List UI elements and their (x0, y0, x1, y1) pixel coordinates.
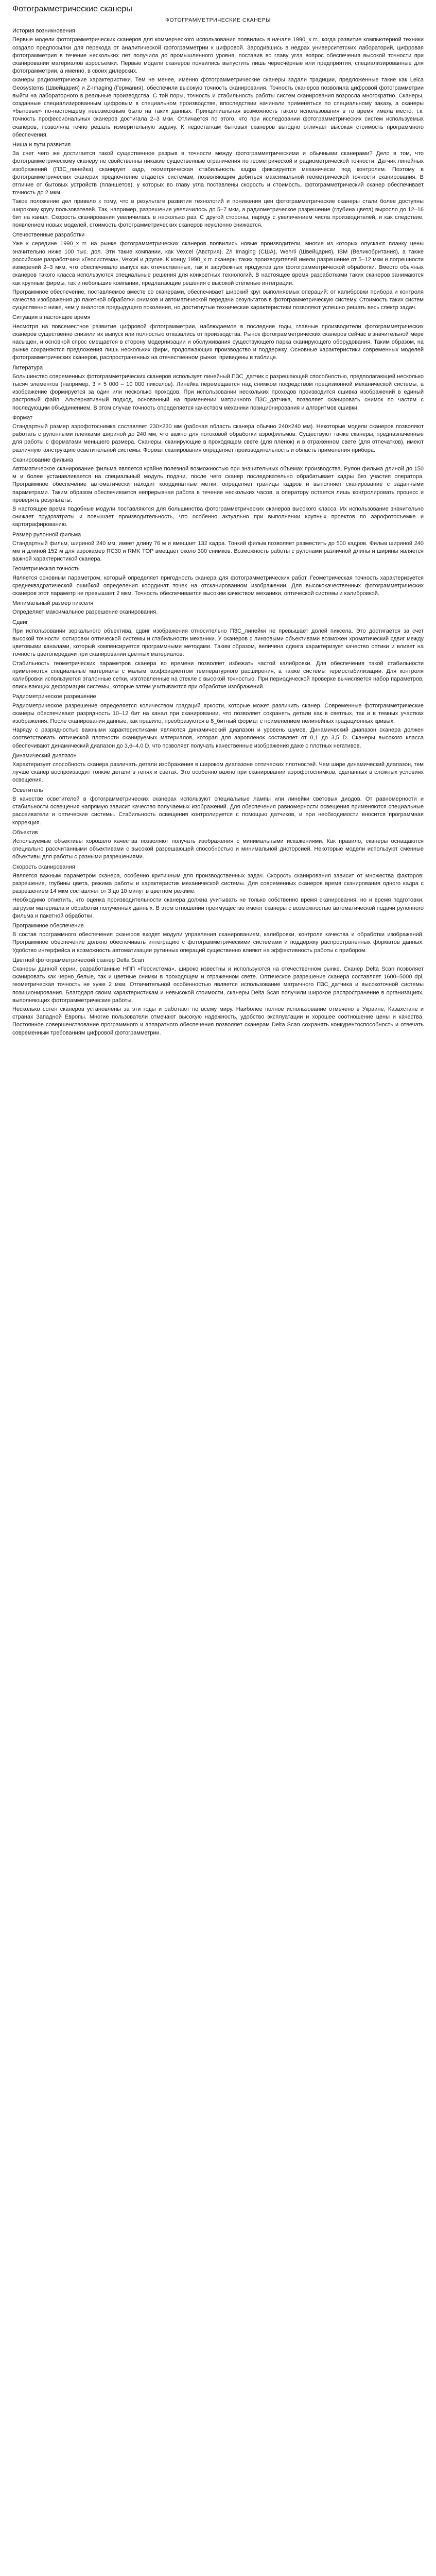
paragraph: Наряду с разрядностью важными характеристиками являются динамический диапазон и уровень шумов. Динамический диапазон сканера должен соответствовать оптической плотности сканируемых материалов, которая для аэропленок составляет от 0,1 до 3,5 D. Сканеры высокого класса обеспечивают динамический диапазон до 3,6–4,0 D, что позволяет получать качественные изображения даже с плотных негативов. (12, 727, 424, 749)
paragraph: Несмотря на повсеместное развитие цифровой фотограмметрии, наблюдаемое в последние годы, главные производители фотограмметрических сканеров существенно снизили их выпуск или полностью отказались от производства. Рынок фотограмметрических сканеров сейчас в значительной мере насыщен, и основной спрос смещается в сторону модернизации и обслуживания существующего парка сканирующего оборудования. Таким образом, на рынке сохраняются предложения лишь нескольких фирм, продолжающих производство и поддержку. Основные характеристики современных моделей фотограмметрических сканеров, распространенных на отечественном рынке, приведены в таблице. (12, 323, 424, 361)
paragraph: Первые модели фотограмметрических сканеров для коммерческого использования появились в начале 1990_х гг., когда развитие компьютерной техники создало предпосылки для перехода от аналитической фотограмметрии к цифровой. Зародившись в недрах университетских лабораторий, цифровая фотограмметрия в течение нескольких лет получила до промышленного уровня, поставив во главу угла вопрос обеспечения высокой точности при сканировании материалов аэросъемки. Первые модели сканеров появились выпустить лишь чересчёрные или предприятия, специализированные для фотограмметрии, а именно, в своих дилерских. (12, 37, 424, 75)
section-heading: Размер рулонной фильма (12, 531, 81, 538)
page-subtitle: ФОТОГРАММЕТРИЧЕСКИЕ СКАНЕРЫ (165, 17, 271, 23)
section-heading: Динамический диапазон (12, 752, 77, 759)
section-heading: Геометрическая точность (12, 566, 80, 572)
section-heading: Радиометрическое разрешение (12, 693, 96, 700)
paragraph: Является основным параметром, который определяет пригодность сканера для фотограмметрических работ. Геометрическая точность характеризуется среднеквадратической ошибкой определения координат точек на отсканированном изображении. Для высококачественных фотограмметрических сканеров этот параметр не превышает 2 мкм. Точность обеспечивается высоким качеством механики, оптической системы и калибровкой. (12, 574, 424, 597)
paragraph: Сканеры данной серии, разработанные НПП «Геосистема», широко известны и используются на отечественном рынке. Сканер Delta Scan позволяет сканировать как черно_белые, так и цветные снимки в проходящем и отраженном свете. Оптическое разрешение сканера составляет 1600–5000 dpi, геометрическая точность не хуже 2 мкм. Отличительной особенностью является использование матричного ПЗС_датчика и высокоточной системы позиционирования. Благодаря своим характеристикам и невысокой стоимости, сканеры Delta Scan получили широкое распространение в организациях, выполняющих фотограмметрические работы. (12, 965, 424, 1004)
paragraph: сканеры радиометрические характеристики. Тем не менее, именно фотограмметрические сканеры задали традиции, предложенные такие как Leica Geosystems (Швейцария) и Z-Imaging (Германия), обеспечили высокую точность сканирования. Точность сканеров позволила цифровой фотограмметрии выйти на лабораторного в реальные производства. С той поры, точность и стабильность работы систем сканирования возросла многократно. Сканеры, созданные специализированным цифровым в специальном производстве, впоследствии начинали применяться по специальному заказу, а сканеры «бытовые» по-настоящему невозможным было на таких данных. Принципиальная возможность такого использования в то время имела место, т.к. точность профессиональных сканеров достигала 2–3 мкм. Отличается по этого, что при исследовании фотограмметрических систем используемых сканеров, позволяла точно решать измерительную задачу. К недостаткам бытовых сканеров выгодно отличает высокая стоимость программного обеспечения. (12, 77, 424, 138)
section-heading: Осветитель (12, 787, 43, 793)
paragraph: Автоматическое сканирование фильма является крайне полезной возможностью при значительных объемах производства. Рулон фильма длиной до 150 м и более устанавливается на специальный модуль подачи, после чего сканер последовательно обрабатывает кадры без участия оператора. Программное обеспечение автоматически находит координатные метки, определяет границы кадров и выполняет сканирование с заданными параметрами. Таким образом обеспечивается непрерывная работа в течение нескольких часов, а оператору остается лишь контролировать процесс и проверять результаты. (12, 465, 424, 503)
paragraph: Уже к середине 1990_х гг. на рынке фотограмметрических сканеров появились новые производители, многие из которых опускают планку цены значительно ниже 100 тыс. дол. Эти такие компании, как Vexcel (Австрия), Z/I Imaging (США), Wehrli (Швейцария), ISM (Великобритания), а также российские разработчики «Геосистема», Vexcel и другие. К концу 1990_х гг. сканеры таких производителей имели разрешение от 5–12 мкм и погрешности измерений 2–3 мкм, что обеспечивало выпуск как отечественных, так и зарубежных продуктов для фотограмметрической обработки. Вместо обычных сканеров такого класса используются специальные решения для конкретных технологий. В настоящее время разработками таких сканеров занимаются как крупные фирмы, так и небольшие компании, предлагающие решения с высокой степенью интеграции. (12, 241, 424, 286)
paragraph: Определяет максимальное разрешение сканирования. (12, 609, 158, 616)
paragraph: Необходимо отметить, что оценка производительности сканера должна учитывать не только собственно время сканирования, но и время подготовки, загрузки материала и обработки полученных данных. В этом отношении преимущество имеют сканеры с возможностью автоматической подачи рулонного фильма и пакетной обработки. (12, 897, 424, 919)
paragraph: Стабильность геометрических параметров сканера во времени позволяет избежать частой калибровки. Для обеспечения такой стабильности применяются специальные материалы с малым коэффициентом температурного расширения, а также системы термостабилизации. Для контроля калибровки используются эталонные сетки, изготовленные на стекле с высокой точностью. При периодической проверке вычисляется набор параметров, описывающих деформации системы, которые затем учитываются при обработке изображений. (12, 660, 424, 690)
paragraph: Несколько сотен сканеров установлены за эти годы и работают по всему миру. Наиболее полное использование отмечено в Украине, Казахстане и странах Западной Европы. Многие пользователи отмечают высокую надежность, удобство эксплуатации и хорошее соотношение цены и качества. Постоянное совершенствование программного и аппаратного обеспечения позволяет сканерам Delta Scan сохранять конкурентоспособность и отвечать современным требованиям цифровой фотограмметрии. (12, 1006, 424, 1036)
paragraph: При использовании зеркального объектива, сдвиг изображения относительно ПЗС_линейки не превышает долей пиксела. Это достигается за счет высокой точности юстировки оптической системы и стабильности механики. У сканеров с линзовыми объективами возможен хроматический сдвиг между цветовыми каналами, который компенсируется программными методами. Таким образом, величина сдвига характеризует качество оптики и влияет на точность цветопередачи при сканировании цветных материалов. (12, 628, 424, 658)
paragraph: В качестве осветителей в фотограмметрических сканерах используют специальные лампы или линейки световых диодов. От равномерности и стабильности освещения напрямую зависит качество получаемых изображений. Для обеспечения равномерности освещения применяются специальные рассеиватели и оптические системы. Стабильность освещения контролируется с помощью датчиков, и при необходимости вносится программная коррекция. (12, 795, 424, 826)
page-title: Фотограмметрические сканеры (12, 5, 132, 13)
paragraph: Характеризует способность сканера различать детали изображения в широком диапазоне оптических плотностей. Чем шире динамический диапазон, тем лучше сканер воспроизводит тонкие детали в тенях и светах. Это особенно важно при сканировании аэрофотоснимков, сделанных в сложных условиях освещения. (12, 761, 424, 784)
paragraph: Такое положение дел привело к тому, что в результате развития технологий и понижения цен фотограмметрические сканеры стали более доступны широкому кругу пользователей. Так, например, разрешение увеличилось до 5–7 мкм, а радиометрическое разрешение (глубина цвета) выросло до 12–16 бит на канал. Скорость сканирования увеличилась в несколько раз. С другой стороны, наряду с увеличением числа производителей, и как следствие, появлением новых моделей, стоимость фотограмметрических сканеров неуклонно снижается. (12, 198, 424, 229)
section-heading: Минимальный размер пикселя (12, 600, 94, 607)
section-heading: История возникновения (12, 28, 75, 35)
document (6, 0, 430, 1037)
section-heading: Ниша и пути развития (12, 142, 71, 148)
section-heading: Скорость сканирования (12, 863, 75, 870)
paragraph: В состав программного обеспечения сканеров входят модули управления сканированием, калибровки, контроля качества и обработки изображений. Программное обеспечение должно обеспечивать интеграцию с фотограмметрическими системами и поддержку распространенных форматов данных. Удобство интерфейса и возможность автоматизации рутинных операций существенно влияют на эффективность работы с прибором. (12, 931, 424, 954)
paragraph: Используемые объективы хорошего качества позволяют получать изображения с минимальными искажениями. Как правило, сканеры оснащаются специально рассчитанными объективами с высокой разрешающей способностью и минимальной дисторсией. Некоторые модели используют сменные объективы для работы с разными разрешениями. (12, 838, 424, 860)
section-heading: Объектив (12, 829, 38, 836)
paragraph: Радиометрическое разрешение определяется количеством градаций яркости, которые может различить сканер. Современные фотограмметрические сканеры обеспечивают разрядность 10–12 бит на канал при сканировании, что позволяет сохранять детали как в светлых, так и в темных участках изображения. После сканирования данные, как правило, преобразуются в 8_битный формат с применением нелинейных градационных кривых. (12, 702, 424, 725)
section-heading: Формат (12, 414, 33, 421)
paragraph: Стандартный фильм, шириной 240 мм, имеет длину 76 м и вмещает 132 кадра. Тонкий фильм позволяет разместить до 500 кадров. Фильм шириной 240 мм и длиной 152 м для аэрокамер RC30 и RMK TOP вмещает около 300 снимков. Возможность работы с рулонами различной длины и ширины является важной характеристикой сканера. (12, 540, 424, 563)
paragraph: Программное обеспечение, поставляемое вместе со сканерами, обеспечивает широкий круг выполняемых операций: от калибровки прибора и контроля качества изображения до пакетной обработки снимков и автоматической передачи результатов в фотограмметрическую систему. Стоимость таких систем существенно ниже, чем у аналогов предыдущего поколения, но достигнутые технические характеристики позволяют успешно решать весь спектр задач. (12, 289, 424, 311)
paragraph: В настоящее время подобные модули поставляются для большинства фотограмметрических сканеров высокого класса. Их использование значительно снижает трудозатраты и повышает производительность, что особенно актуально при выполнении крупных проектов по аэрофотосъемке и картографированию. (12, 505, 424, 528)
paragraph: Является важным параметром сканера, особенно критичным для производственных задач. Скорость сканирования зависит от множества факторов: разрешения, глубины цвета, режима работы и характеристик механической системы. Для современных сканеров время сканирования одного кадра с разрешением 14 мкм составляет от 3 до 10 минут в цветном режиме. (12, 872, 424, 895)
section-heading: Отечественные разработки (12, 232, 85, 239)
section-heading: Программное обеспечение (12, 922, 84, 929)
paragraph: За счет чего же достигается такой существенное разрыв в точности между фотограмметрическими и обычными сканерами? Дело в том, что фотограмметрическому сканеру не свойственны никакие существенные ограничения по геометрической и радиометрической точности. Датчик линейных изображений (ПЗС_линейка) сканирует кадр, геометрическая стабильность кадра фиксируется механически под контролем. Поэтому в фотограмметрических сканерах предпочтение отдается системам, позволяющим добиться максимальной геометрической точности сканирования. В отличие от бытовых устройств (планшетов), у которых во главу угла поставлены скорость и стоимость, фотограмметрический сканер обеспечивает точность до 2 мкм. (12, 150, 424, 196)
section-heading: Сдвиг (12, 619, 28, 625)
paragraph: Большинство современных фотограмметрических сканеров использует линейный ПЗС_датчик с разрешающей способностью, предполагающей несколько тысяч элементов (например, 3 × 5 000 – 10 000 пикселов). Линейка перемещается над снимком посредством прецизионной механической системы, а изображение формируется за один или несколько проходов. При использовании нескольких проходов производится сшивка изображений в единый растровый файл. Альтернативный подход, основанный на применении матричного ПЗС_датчика, позволяет сканировать снимок по частям с последующим объединением. В этом случае точность определяется качеством механики позиционирования и алгоритмов сшивки. (12, 373, 424, 411)
section-heading: Цветной фотограмметрический сканер Delta Scan (12, 957, 144, 963)
section-heading: Ситуация в настоящее время (12, 314, 91, 321)
section-heading: Сканирование фильма (12, 456, 73, 463)
section-heading: Литература (12, 364, 43, 371)
paragraph: Стандартный размер аэрофотоснимка составляет 230×230 мм (рабочая область сканера обычно 240×240 мм). Некоторые модели сканеров позволяют работать с рулонными пленками шириной до 240 мм, что важно для потоковой обработки аэрофильмов. Существуют также сканеры, предназначенные для работы с форматами меньшего размера. Сканеры, сканирующие в проходящем свете (для пленок) и в отраженном свете (для отпечатков), имеют различную конструкцию осветительной системы. Формат сканирования определяет производительность и область применения прибора. (12, 423, 424, 453)
document-body (12, 27, 424, 1037)
